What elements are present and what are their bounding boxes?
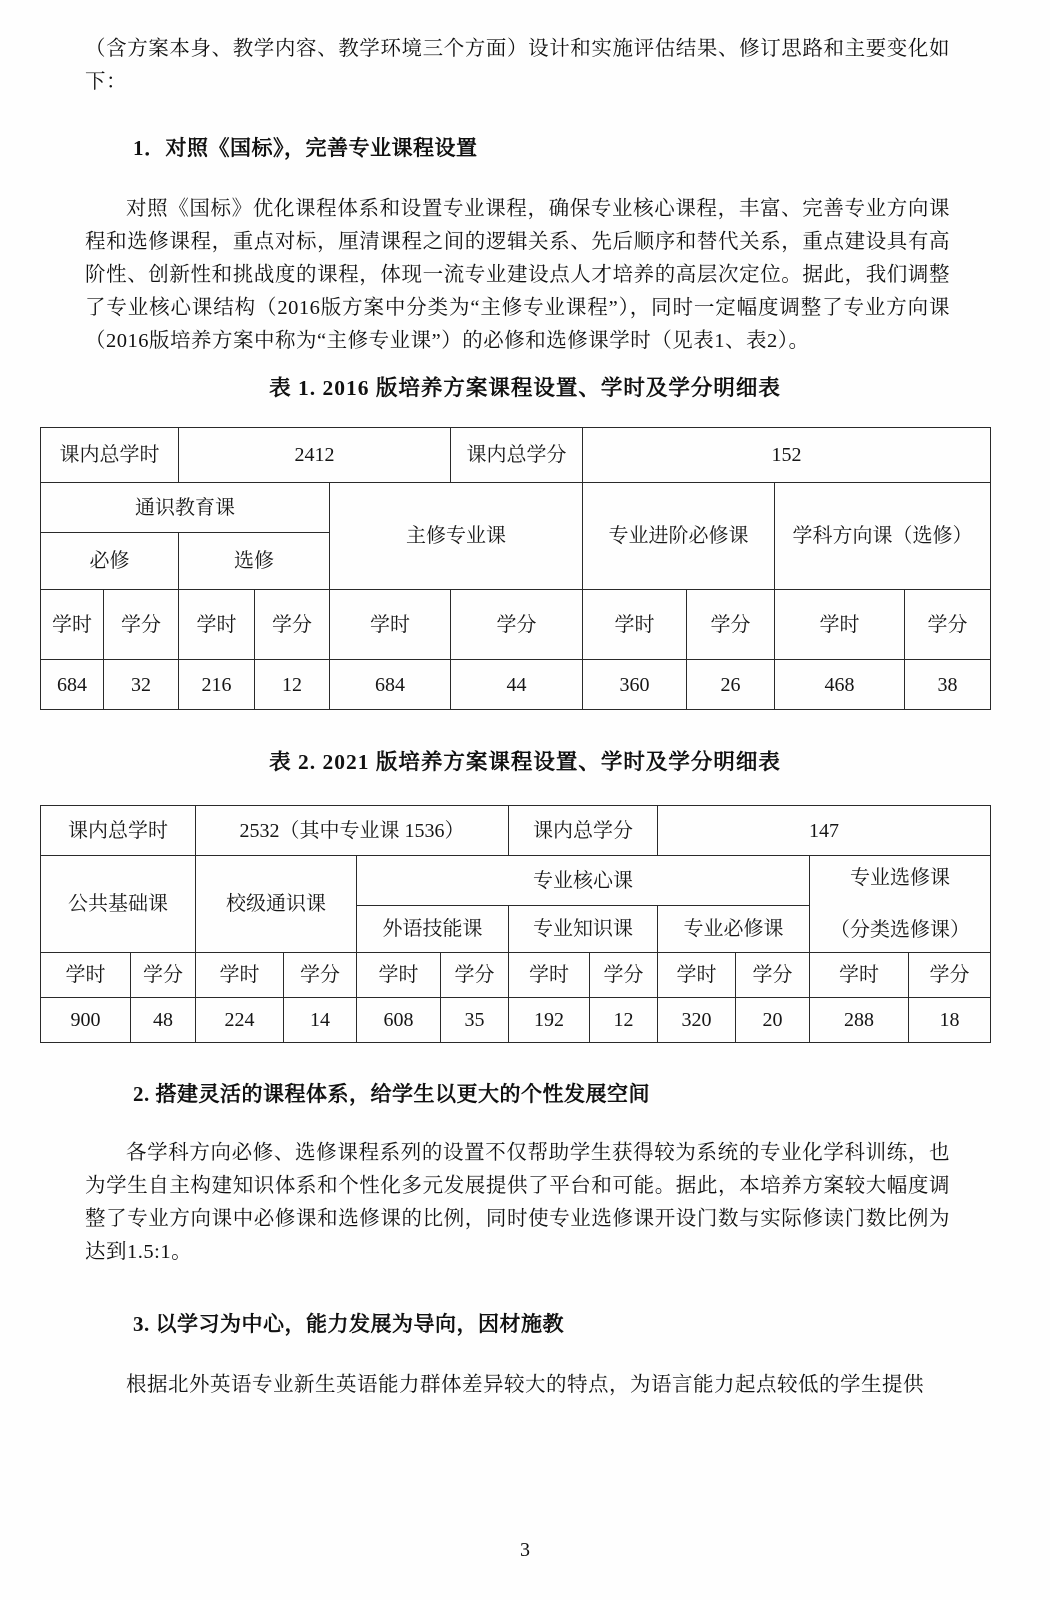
table-row: [41, 856, 991, 906]
t2-value-cell: 12: [590, 998, 658, 1043]
credits-header-cell: 学分: [255, 590, 330, 660]
t1-value-cell: 38: [905, 660, 991, 710]
t2-value-cell: 192: [509, 998, 590, 1043]
credits-header-cell: 学分: [104, 590, 179, 660]
credits-header-cell: 学分: [905, 590, 991, 660]
hours-header-cell: 学时: [41, 953, 131, 998]
t1-subgroup-elective: 选修: [179, 533, 330, 590]
credits-header-cell: 学分: [131, 953, 196, 998]
t1-group-discipline-direction: 学科方向课（选修）: [775, 483, 991, 590]
credits-header-cell: 学分: [687, 590, 775, 660]
t2-value-cell: 35: [441, 998, 509, 1043]
t1-value-cell: 44: [451, 660, 583, 710]
t2-total-hours-value: 2532（其中专业课 1536）: [196, 806, 509, 856]
t2-subgroup-language-skills: 外语技能课: [357, 906, 509, 953]
t1-value-cell: 360: [583, 660, 687, 710]
t2-value-cell: 48: [131, 998, 196, 1043]
t1-total-credits-label: 课内总学分: [451, 428, 583, 483]
table-value-row: [41, 660, 991, 710]
t1-value-cell: 684: [330, 660, 451, 710]
t2-value-cell: 20: [736, 998, 810, 1043]
t1-total-credits-value: 152: [583, 428, 991, 483]
t2-group-major-core: 专业核心课: [357, 856, 810, 906]
table-2016-curriculum: [40, 427, 991, 710]
t1-subgroup-required: 必修: [41, 533, 179, 590]
hours-header-cell: 学时: [196, 953, 284, 998]
hours-header-cell: 学时: [330, 590, 451, 660]
section-1-heading: 1．对照《国标》，完善专业课程设置: [133, 136, 478, 160]
t2-major-elective-line2: （分类选修课）: [830, 919, 970, 941]
t2-group-major-elective: [810, 856, 991, 953]
t2-subgroup-major-required: 专业必修课: [658, 906, 810, 953]
section-2-paragraph: 各学科方向必修、选修课程系列的设置不仅帮助学生获得较为系统的专业化学科训练，也为学生自主构建知识体系和个性化多元发展提供了平台和可能。据此，本培养方案较大幅度调整了专业方向课中必修课和选修课的比例，同时使专业选修课开设门数与实际修读门数比例为达到1.5:1。: [85, 1142, 950, 1263]
section-2-heading: 2. 搭建灵活的课程体系，给学生以更大的个性发展空间: [133, 1082, 650, 1106]
intro-paragraph: （含方案本身、教学内容、教学环境三个方面）设计和实施评估结果、修订思路和主要变化如下：: [85, 38, 950, 93]
section-1-paragraph: 对照《国标》优化课程体系和设置专业课程，确保专业核心课程，丰富、完善专业方向课程和选修课程，重点对标，厘清课程之间的逻辑关系、先后顺序和替代关系，重点建设具有高阶性、创新性和挑战度的课程，体现一流专业建设点人才培养的高层次定位。据此，我们调整了专业核心课结构（2016版方案中分类为“主修专业课程”），同时一定幅度调整了专业方向课（2016版培养方案中称为“主修专业课”）的必修和选修课学时（见表1、表2）。: [85, 198, 950, 352]
t1-group-advanced-required: 专业进阶必修课: [583, 483, 775, 590]
t2-value-cell: 288: [810, 998, 909, 1043]
table-header-row: [41, 590, 991, 660]
t1-value-cell: 12: [255, 660, 330, 710]
hours-header-cell: 学时: [509, 953, 590, 998]
hours-header-cell: 学时: [41, 590, 104, 660]
hours-header-cell: 学时: [179, 590, 255, 660]
section-3-heading: 3. 以学习为中心，能力发展为导向，因材施教: [133, 1312, 564, 1336]
credits-header-cell: 学分: [451, 590, 583, 660]
hours-header-cell: 学时: [810, 953, 909, 998]
t2-total-hours-label: 课内总学时: [41, 806, 196, 856]
t2-value-cell: 18: [909, 998, 991, 1043]
t1-group-major-core: 主修专业课: [330, 483, 583, 590]
t2-total-credits-label: 课内总学分: [509, 806, 658, 856]
t2-value-cell: 14: [284, 998, 357, 1043]
t1-total-hours-value: 2412: [179, 428, 451, 483]
hours-header-cell: 学时: [658, 953, 736, 998]
t1-value-cell: 468: [775, 660, 905, 710]
t1-value-cell: 32: [104, 660, 179, 710]
table-row: [41, 806, 991, 856]
t2-value-cell: 224: [196, 998, 284, 1043]
section-3-paragraph: 根据北外英语专业新生英语能力群体差异较大的特点，为语言能力起点较低的学生提供: [126, 1374, 924, 1396]
t2-value-cell: 608: [357, 998, 441, 1043]
t2-group-public-basic: 公共基础课: [41, 856, 196, 953]
t1-value-cell: 684: [41, 660, 104, 710]
hours-header-cell: 学时: [583, 590, 687, 660]
table-value-row: [41, 998, 991, 1043]
credits-header-cell: 学分: [284, 953, 357, 998]
credits-header-cell: 学分: [441, 953, 509, 998]
major-elective-label-stack: [813, 864, 987, 944]
t2-total-credits-value: 147: [658, 806, 991, 856]
t1-value-cell: 216: [179, 660, 255, 710]
table-2021-curriculum: [40, 805, 991, 1043]
t2-group-university-general: 校级通识课: [196, 856, 357, 953]
table-row: [41, 428, 991, 483]
page-number: 3: [520, 1539, 530, 1561]
t2-major-elective-line1: 专业选修课: [850, 867, 950, 889]
t1-value-cell: 26: [687, 660, 775, 710]
t2-value-cell: 900: [41, 998, 131, 1043]
credits-header-cell: 学分: [590, 953, 658, 998]
t2-subgroup-major-knowledge: 专业知识课: [509, 906, 658, 953]
hours-header-cell: 学时: [775, 590, 905, 660]
t1-group-general-education: 通识教育课: [41, 483, 330, 533]
table1-caption: 表 1. 2016 版培养方案课程设置、学时及学分明细表: [269, 376, 781, 400]
table-header-row: [41, 953, 991, 998]
table-row: [41, 483, 991, 533]
t1-total-hours-label: 课内总学时: [41, 428, 179, 483]
hours-header-cell: 学时: [357, 953, 441, 998]
credits-header-cell: 学分: [909, 953, 991, 998]
table2-caption: 表 2. 2021 版培养方案课程设置、学时及学分明细表: [269, 750, 781, 774]
credits-header-cell: 学分: [736, 953, 810, 998]
t2-value-cell: 320: [658, 998, 736, 1043]
